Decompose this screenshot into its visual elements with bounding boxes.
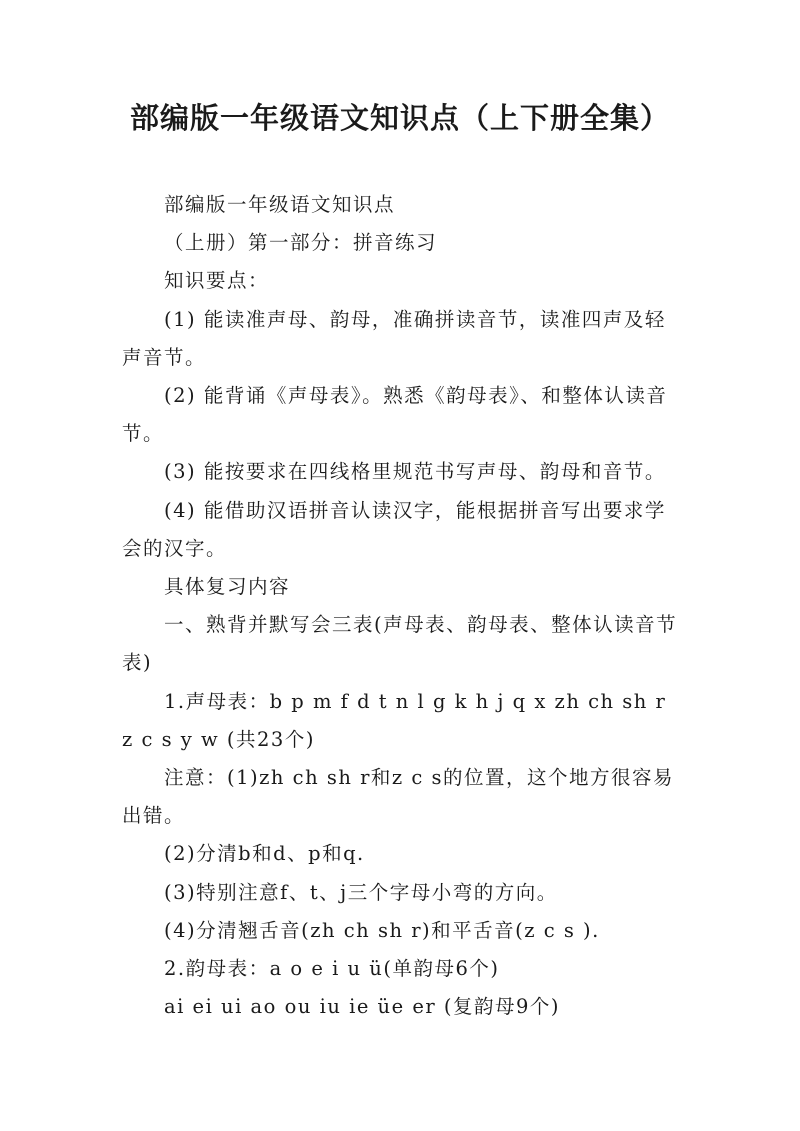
- paragraph-initials-table: 1.声母表：b p m f d t n l g k h j q x zh ch sh r z c s y w (共23个): [122, 689, 667, 751]
- paragraph-note-4: (4)分清翘舌音(zh ch sh r)和平舌音(z c s ).: [164, 918, 600, 942]
- paragraph-key-points-label: 知识要点：: [164, 269, 270, 293]
- paragraph-compound-finals: ai ei ui ao ou iu ie üe er (复韵母9个): [164, 995, 561, 1019]
- paragraph-review-item-1: 一、熟背并默写会三表(声母表、韵母表、整体认读音节表): [122, 613, 678, 675]
- paragraph-key-point-2: (2) 能背诵《声母表》。熟悉《韵母表》、和整体认读音节。: [122, 384, 668, 446]
- paragraph-note-2: (2)分清b和d、p和q.: [164, 842, 365, 866]
- paragraph-note-3: (3)特别注意f、t、j三个字母小弯的方向。: [164, 880, 558, 904]
- paragraph-key-point-3: (3) 能按要求在四线格里规范书写声母、韵母和音节。: [164, 460, 666, 484]
- paragraph-finals-table: 2.韵母表：a o e i u ü(单韵母6个): [164, 957, 500, 981]
- paragraph-note-1: 注意：(1)zh ch sh r和z c s的位置，这个地方很容易出错。: [122, 766, 675, 828]
- paragraph-key-point-1: (1) 能读准声母、韵母，准确拼读音节，读准四声及轻声音节。: [122, 307, 666, 369]
- paragraph-review-heading: 具体复习内容: [164, 575, 291, 599]
- document-body: [122, 186, 682, 1026]
- paragraph-key-point-4: (4) 能借助汉语拼音认读汉字，能根据拼音写出要求学会的汉字。: [122, 498, 666, 560]
- paragraph-section-heading: （上册）第一部分：拼音练习: [164, 231, 438, 255]
- document-title: 部编版一年级语文知识点（上下册全集）: [129, 101, 670, 135]
- paragraph-intro-title: 部编版一年级语文知识点: [164, 193, 396, 216]
